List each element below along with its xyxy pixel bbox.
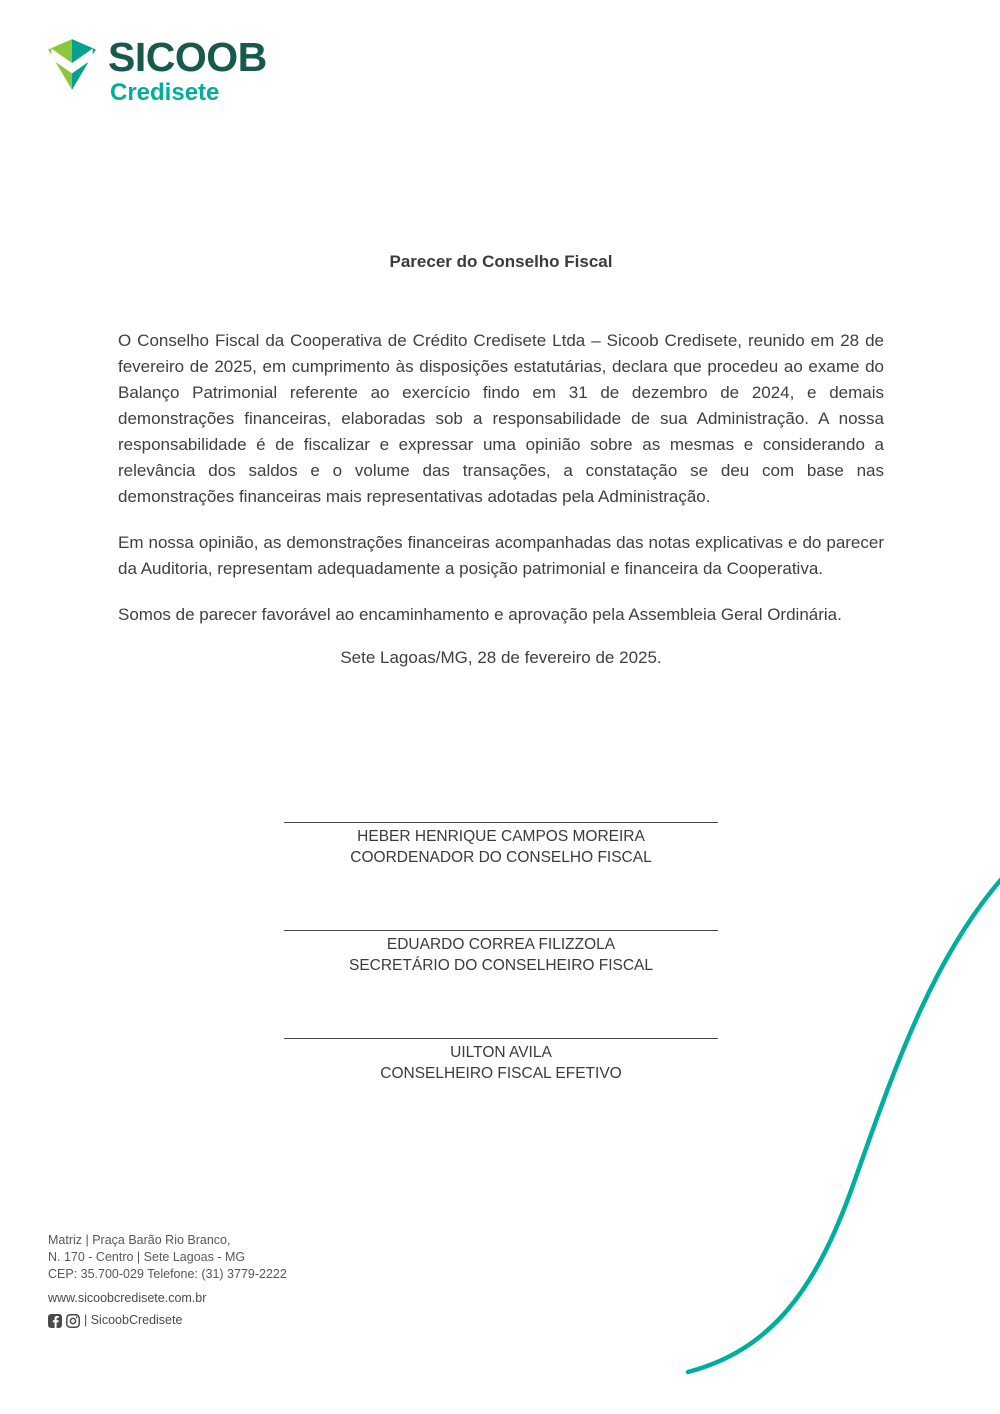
document-body (118, 0, 884, 1084)
footer-address-line-1: Matriz | Praça Barão Rio Branco, (48, 1233, 231, 1247)
document-title: Parecer do Conselho Fiscal (389, 252, 613, 271)
signature-block (118, 808, 884, 868)
sicoob-logo-mark-icon (44, 38, 100, 90)
facebook-icon (48, 1314, 62, 1328)
footer-social-handle: | SicoobCredisete (84, 1313, 183, 1327)
signature-role: SECRETÁRIO DO CONSELHEIRO FISCAL (348, 957, 654, 974)
paragraph-1: O Conselho Fiscal da Cooperativa de Crédito Credisete Ltda – Sicoob Credisete, reunido em 28 de fevereiro de 2025, em cumprimento às disposições estatutárias, declara que procedeu ao exame do Balanço Patrimonial referente ao exercício findo em 31 de dezembro de 2024, e demais demonstrações financeiras, elaboradas sob a responsabilidade de sua Administração. A nossa responsabilidade é de fiscalizar e expressar uma opinião sobre as mesmas e considerando a relevância dos saldos e o volume das transações, a constatação se deu com base nas demonstrações financeiras mais representativas adotadas pela Administração. (118, 331, 884, 506)
signature-name: HEBER HENRIQUE CAMPOS MOREIRA (357, 828, 645, 845)
footer-address-line-3: CEP: 35.700-029 Telefone: (31) 3779-2222 (48, 1267, 287, 1281)
footer-website: www.sicoobcredisete.com.br (48, 1291, 207, 1305)
signature-line: ____________________________________________________ (284, 1023, 718, 1040)
paragraph-3: Somos de parecer favorável ao encaminhamento e aprovação pela Assembleia Geral Ordinária. (118, 605, 842, 624)
footer-social-row (48, 1312, 287, 1329)
page-footer (48, 1232, 287, 1329)
signature-block (118, 916, 884, 976)
signatures-section (118, 808, 884, 1084)
instagram-icon (66, 1314, 80, 1328)
paragraph-2: Em nossa opinião, as demonstrações financeiras acompanhadas das notas explicativas e do parecer da Auditoria, representam adequadamente a posição patrimonial e financeira da Cooperativa. (118, 533, 884, 578)
footer-address-line-2: N. 170 - Centro | Sete Lagoas - MG (48, 1250, 246, 1264)
signature-role: COORDENADOR DO CONSELHO FISCAL (350, 849, 652, 866)
signature-line: ____________________________________________________ (284, 807, 718, 824)
logo-subbrand-text: Credisete (110, 79, 220, 106)
signature-role: CONSELHEIRO FISCAL EFETIVO (380, 1065, 622, 1082)
signature-name: EDUARDO CORREA FILIZZOLA (386, 936, 616, 953)
date-line: Sete Lagoas/MG, 28 de fevereiro de 2025. (340, 648, 662, 667)
signature-line: ____________________________________________________ (284, 915, 718, 932)
signature-name: UILTON AVILA (450, 1044, 552, 1061)
signature-block (118, 1024, 884, 1084)
logo-brand-text: SICOOB (108, 34, 267, 80)
